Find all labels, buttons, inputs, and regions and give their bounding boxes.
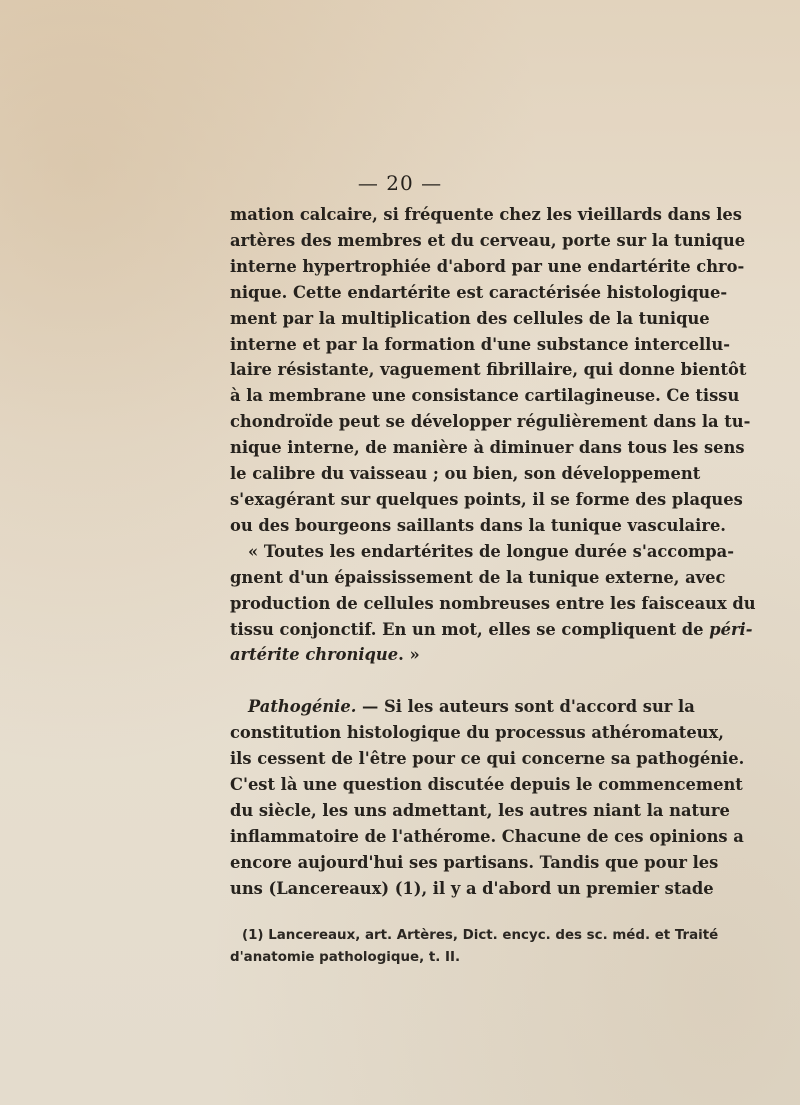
text-line: C'est là une question discutée depuis le commencement <box>230 775 743 795</box>
text-line: uns (Lancereaux) (1), il y a d'abord un premier stade <box>230 878 714 898</box>
text-line: ils cessent de l'être pour ce qui concerne sa pathogénie. <box>230 749 745 769</box>
body-text <box>230 202 756 902</box>
text-fragment: — Si les auteurs sont d'accord sur la <box>356 697 695 717</box>
paragraph-gap <box>230 668 685 694</box>
page-number: — 20 — <box>357 171 443 195</box>
text-line: s'exagérant sur quelques points, il se forme des plaques <box>230 489 743 509</box>
text-line: nique interne, de manière à diminuer dans tous les sens <box>230 438 745 458</box>
text-line: laire résistante, vaguement fibrillaire, qui donne bientôt <box>230 360 747 380</box>
text-line: constitution histologique du processus athéromateux, <box>230 723 724 743</box>
footnote-line: d'anatomie pathologique, t. II. <box>230 950 461 965</box>
section-heading: Pathogénie. <box>248 697 357 717</box>
text-line: interne hypertrophiée d'abord par une endartérite chro- <box>230 256 745 276</box>
text-line: mation calcaire, si fréquente chez les vieillards dans les <box>230 205 742 224</box>
closing-quote: . » <box>398 645 420 665</box>
text-line <box>230 642 685 668</box>
footnote-line: (1) Lancereaux, art. Artères, Dict. encyc. des sc. méd. et Traité <box>242 928 719 943</box>
text-line: le calibre du vaisseau ; ou bien, son développement <box>230 464 701 484</box>
text-line: production de cellules nombreuses entre les faisceaux du <box>230 593 756 613</box>
text-line: chondroïde peut se développer régulièrement dans la tu- <box>230 412 751 432</box>
text-line: à la membrane une consistance cartilagineuse. Ce tissu <box>230 386 740 406</box>
text-line: ment par la multiplication des cellules de la tunique <box>230 308 710 328</box>
text-line: du siècle, les uns admettant, les autres niant la nature <box>230 800 730 820</box>
text-line: encore aujourd'hui ses partisans. Tandis que pour les <box>230 852 719 872</box>
footnote <box>230 925 719 969</box>
text-line: artères des membres et du cerveau, porte sur la tunique <box>230 230 746 250</box>
text-line: gnent d'un épaississement de la tunique externe, avec <box>230 567 726 587</box>
text-line: ou des bourgeons saillants dans la tunique vasculaire. <box>230 515 726 535</box>
text-line <box>230 694 695 720</box>
text-line: « Toutes les endartérites de longue durée s'accompa- <box>248 541 734 561</box>
italic-term: péri- <box>709 619 753 639</box>
italic-term: artérite chronique <box>230 645 399 665</box>
text-line <box>230 617 753 643</box>
text-line: inflammatoire de l'athérome. Chacune de ces opinions a <box>230 826 744 846</box>
text-line: nique. Cette endartérite est caractérisée histologique- <box>230 282 728 302</box>
text-fragment: tissu conjonctif. En un mot, elles se compliquent de <box>230 619 710 639</box>
text-line: interne et par la formation d'une substance intercellu- <box>230 334 730 354</box>
